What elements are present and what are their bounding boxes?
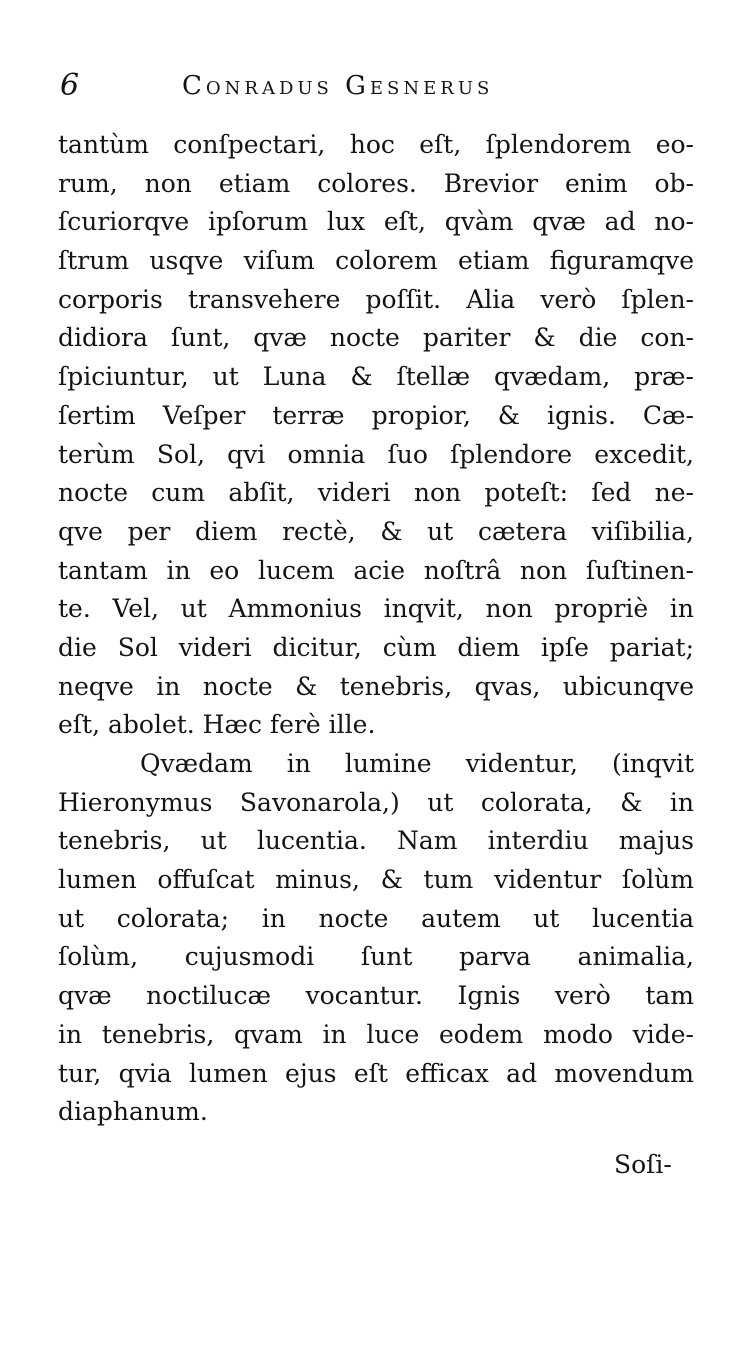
text-line: corporis transvehere poſſit. Alia verò ſplen- (58, 284, 694, 314)
text-line: didiora ſunt, qvæ nocte pariter & die con- (58, 323, 694, 353)
text-line: terùm Sol, qvi omnia ſuo ſplendore excedit, (58, 439, 694, 469)
text-line: ſpiciuntur, ut Luna & ſtellæ qvædam, præ- (58, 362, 694, 392)
text-line: tantùm conſpectari, hoc eſt, ſplendorem eo- (58, 130, 694, 159)
text-line: tur, qvia lumen ejus eſt efficax ad movendum (58, 1058, 694, 1088)
text-line: die Sol videri dicitur, cùm diem ipſe pariat; (58, 632, 694, 662)
text-line: nocte cum abſit, videri non poteſt: ſed ne- (58, 478, 694, 508)
text-line: te. Vel, ut Ammonius inqvit, non propriè in (58, 594, 694, 624)
text-line: tantam in eo lucem acie noſtrâ non ſuſtinen- (58, 555, 694, 585)
text-line: ut colorata; in nocte autem ut lucentia (58, 903, 694, 933)
running-head: Conradus Gesnerus (182, 71, 494, 101)
text-line: Hieronymus Savonarola,) ut colorata, & in (58, 787, 694, 817)
catchword: Soſi- (614, 1150, 672, 1179)
text-line: in tenebris, qvam in luce eodem modo vide- (58, 1019, 694, 1049)
text-line: ſertim Veſper terræ propior, & ignis. Cæ- (58, 400, 694, 430)
text-line: rum, non etiam colores. Brevior enim ob- (58, 168, 694, 198)
text-line: diaphanum. (58, 1097, 208, 1127)
text-line: Qvædam in lumine videntur, (inqvit (140, 749, 694, 778)
body-text (58, 126, 694, 1132)
text-line: neqve in nocte & tenebris, qvas, ubicunqve (58, 671, 694, 701)
text-line: eſt, abolet. Hæc ferè ille. (58, 710, 376, 740)
text-line: ſtrum usqve viſum colorem etiam figuramqve (58, 246, 694, 276)
text-line: qvæ noctilucæ vocantur. Ignis verò tam (58, 981, 694, 1011)
page-number: 6 (60, 68, 80, 103)
text-line: ſolùm, cujusmodi ſunt parva animalia, (58, 942, 694, 972)
text-line: tenebris, ut lucentia. Nam interdiu majus (58, 826, 694, 856)
page-header (60, 66, 580, 110)
text-line: lumen offuſcat minus, & tum videntur ſolùm (58, 865, 694, 895)
text-line: qve per diem rectè, & ut cætera viſibilia, (58, 516, 694, 546)
text-line: ſcuriorqve ipſorum lux eſt, qvàm qvæ ad no- (58, 207, 694, 237)
